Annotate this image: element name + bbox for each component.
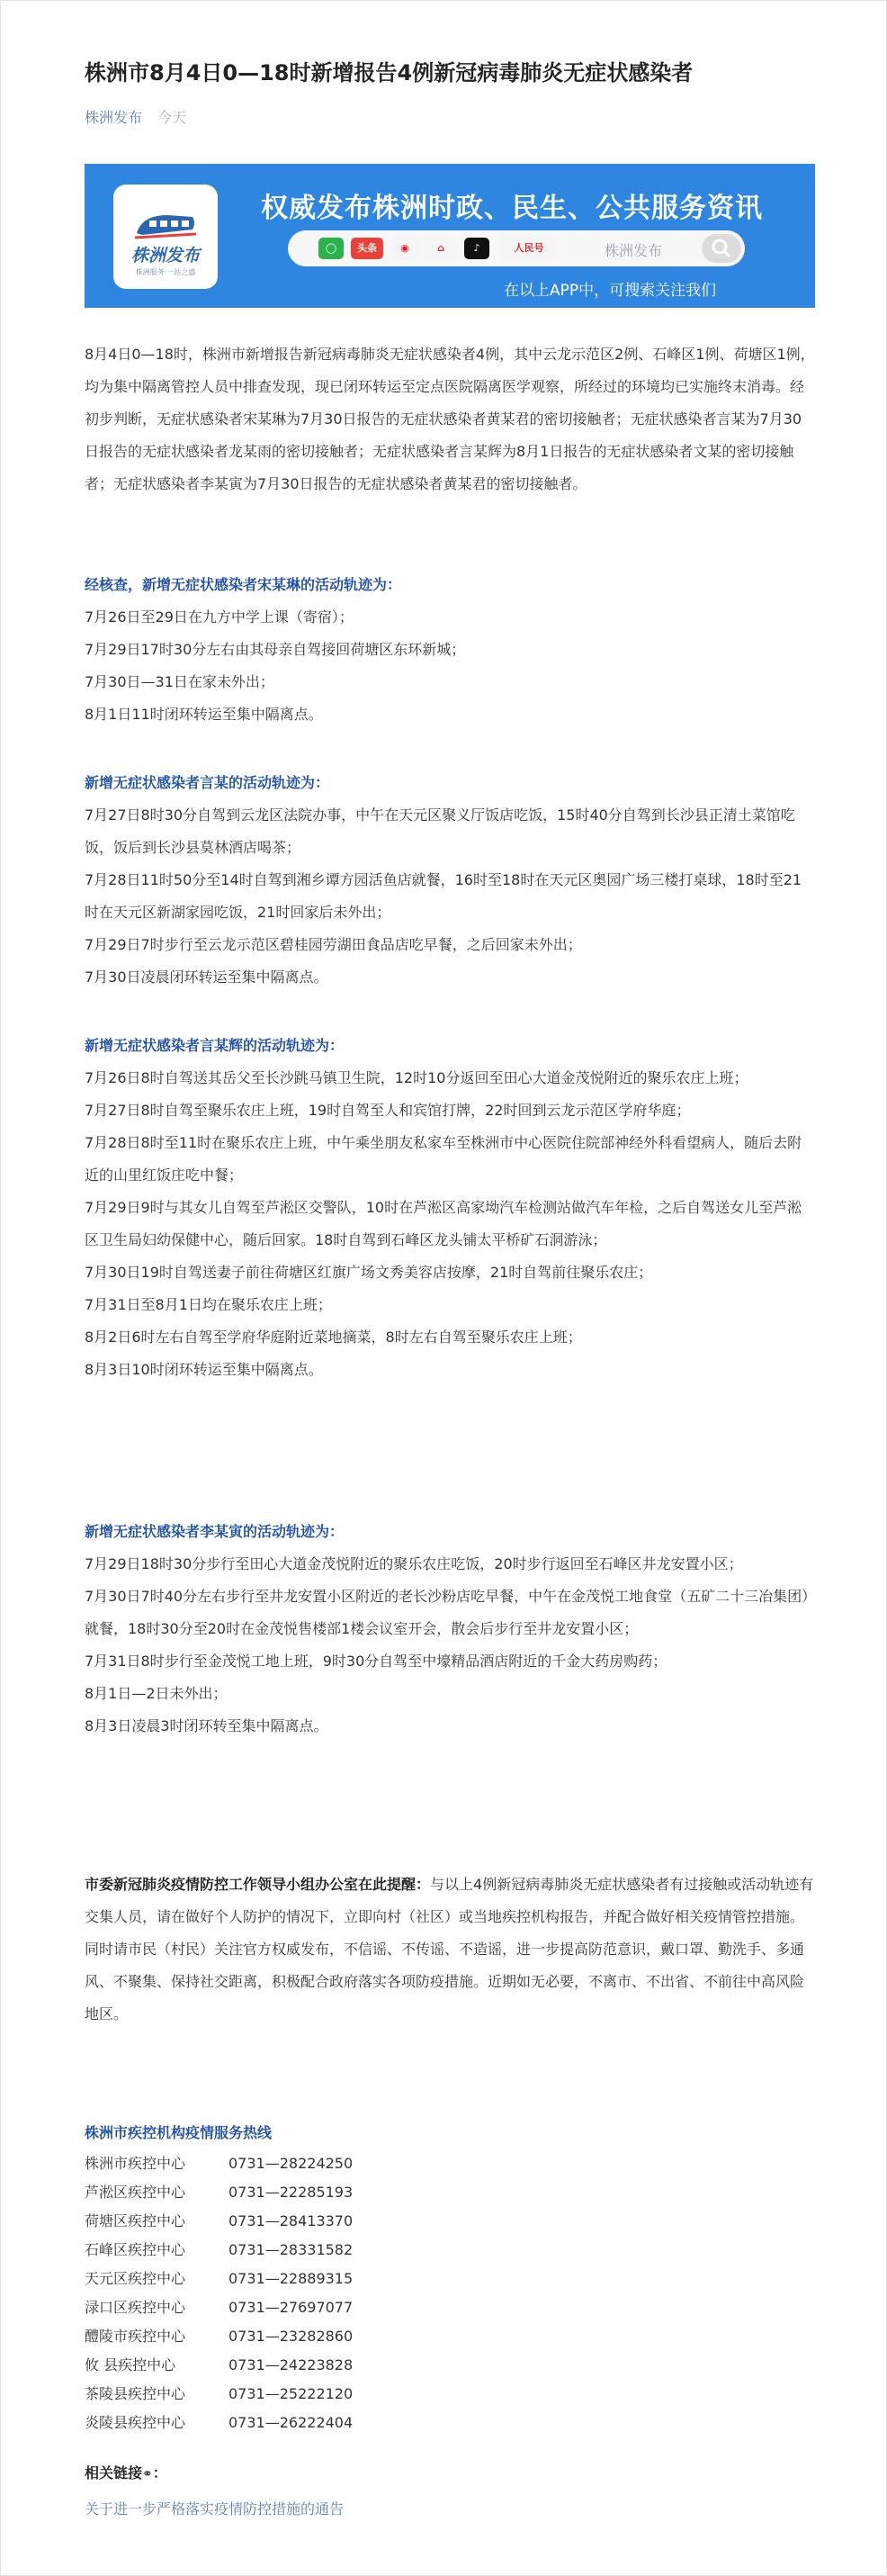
trajectory-item: 7月31日8时步行至金茂悦工地上班，9时30分自驾至中壕精品酒店附近的千金大药房购药； [85,1653,667,1670]
hotline-row [85,2265,815,2293]
trajectory-item: 7月31日至8月1日均在聚乐农庄上班； [85,1296,332,1313]
trajectory-item: 8月1日11时闭环转运至集中隔离点。 [85,706,323,723]
trajectory-item: 7月27日8时30分自驾到云龙区法院办事，中午在天元区聚义厅饭店吃饭，15时40分自驾到长沙县正清土菜馆吃饭，饭后到长沙县莫林酒店喝茶； [85,806,795,856]
trajectory-list [85,799,815,994]
hotline-name: 荷塘区疾控中心 [85,2212,186,2229]
hotline-heading: 株洲市疾控机构疫情服务热线 [85,2124,273,2141]
search-icon [702,234,741,263]
hotline-row [85,2380,815,2409]
section-heading: 新增无症状感染者言某的活动轨迹为： [85,774,330,791]
hotline-row [85,2409,815,2437]
trajectory-item: 8月1日—2日未外出； [85,1685,228,1702]
trajectory-item: 8月3日10时闭环转运至集中隔离点。 [85,1361,323,1378]
trajectory-item: 7月27日8时自驾至聚乐农庄上班，19时自驾至人和宾馆打牌，22时回到云龙示范区学府华庭； [85,1102,691,1119]
hotline-phone: 0731—24223828 [228,2356,354,2373]
hotline-name: 炎陵县疾控中心 [85,2414,186,2431]
hotline-name: 渌口区疾控中心 [85,2299,186,2316]
related-link[interactable]: 关于进一步严格落实疫情防控措施的通告 [85,2500,345,2517]
notice-body: 与以上4例新冠病毒肺炎无症状感染者有过接触或活动轨迹有交集人员，请在做好个人防护的情况下，立即向村（社区）或当地疾控机构报告，并配合做好相关疫情管控措施。同时请市民（村民）关注官方权威发布，不信谣、不传谣、不造谣，进一步提高防范意识，戴口罩、勤洗手、多通风、不聚集、保持社交距离，积极配合政府落实各项防疫措施。近期如无必要，不离市、不出省、不前往中高风险地区。 [85,1876,814,2022]
trajectory-list [85,601,815,731]
brand-logo [113,185,218,289]
article-date: 今天 [157,109,187,126]
douyin-icon: ♪ [464,238,489,259]
notice-lead: 市委新冠肺炎疫情防控工作领导小组办公室在此提醒： [85,1876,431,1893]
trajectory-item: 7月29日9时与其女儿自驾至芦淞区交警队，10时在芦淞区高家坳汽车检测站做汽车年检，之后自驾送女儿至芦淞区卫生局妇幼保健中心，随后回家。18时自驾到石峰区龙头铺太平桥矿石洞游泳； [85,1199,802,1248]
hotline-phone: 0731—25222120 [228,2385,354,2402]
hotline-name: 天元区疾控中心 [85,2270,186,2287]
trajectory-list [85,1062,815,1386]
train-logo-icon [133,210,198,240]
intro-paragraph: 8月4日0—18时，株洲市新增报告新冠病毒肺炎无症状感染者4例，其中云龙示范区2例、石峰区1例、荷塘区1例，均为集中隔离管控人员中排查发现，现已闭环转运至定点医院隔离医学观察，所经过的环境均已实施终末消毒。经初步判断，无症状感染者宋某琳为7月30日报告的无症状感染者黄某君的密切接触者；无症状感染者言某为7月30日报告的无症状感染者龙某雨的密切接触者；无症状感染者言某辉为8月1日报告的无症状感染者文某的密切接触者；无症状感染者李某寅为7月30日报告的无症状感染者黄某君的密切接触者。 [85,346,815,492]
article-source[interactable]: 株洲发布 [85,109,143,126]
section-heading: 新增无症状感染者李某寅的活动轨迹为： [85,1523,345,1540]
hotline-phone: 0731—28413370 [228,2212,354,2229]
hotline-phone: 0731—22285193 [228,2184,354,2201]
hotline-phone: 0731—22889315 [228,2270,354,2287]
trajectory-item: 7月30日7时40分左右步行至井龙安置小区附近的老长沙粉店吃早餐，中午在金茂悦工地食堂（五矿二十三冶集团）就餐，18时30分至20时在金茂悦售楼部1楼会议室开会，散会后步行至井龙安置小区； [85,1588,810,1637]
toutiao-icon: 头条 [351,238,383,259]
banner-hint: 在以上APP中，可搜索关注我们 [504,282,717,300]
hotline-phone: 0731—23282860 [228,2328,354,2345]
banner-slogan: 权威发布株洲时政、民生、公共服务资讯 [261,193,763,224]
related-links-heading: 相关链接⚭： [85,2464,167,2481]
trajectory-item: 8月3日凌晨3时闭环转至集中隔离点。 [85,1717,328,1734]
hotline-phone: 0731—28224250 [228,2155,354,2172]
hotline-name: 株洲市疾控中心 [85,2155,186,2172]
hotline-row [85,2322,815,2351]
trajectory-item: 8月2日6时左右自驾至学府华庭附近菜地摘菜，8时左右自驾至聚乐农庄上班； [85,1329,582,1346]
trajectory-list [85,1548,815,1743]
hotline-row [85,2293,815,2322]
hotline-phone: 0731—28331582 [228,2241,354,2258]
trajectory-item: 7月28日8时至11时在聚乐农庄上班，中午乘坐朋友私家车至株洲市中心医院住院部神经外科看望病人，随后去附近的山里红饭庄吃中餐； [85,1134,802,1184]
wechat-icon: ◯ [318,238,344,259]
banner-search-text: 株洲发布 [605,242,663,259]
trajectory-item: 7月26日至29日在九方中学上课（寄宿）； [85,608,354,626]
hotline-name: 醴陵市疾控中心 [85,2328,186,2345]
trajectory-item: 7月30日—31日在家未外出； [85,673,274,690]
hotline-row [85,2149,815,2178]
hotline-name: 石峰区疾控中心 [85,2241,186,2258]
hotline-row [85,2207,815,2236]
hotline-phone: 0731—26222404 [228,2414,354,2431]
trajectory-item: 7月26日8时自驾送其岳父至长沙跳马镇卫生院，12时10分返回至田心大道金茂悦附近的聚乐农庄上班； [85,1069,748,1086]
banner-search-bar [288,230,745,266]
renminhao-icon: 人民号 [500,238,558,259]
trajectory-item: 7月28日11时50分至14时自驾到湘乡谭方园活鱼店就餐，16时至18时在天元区奥园广场三楼打桌球，18时至21时在天元区新湖家园吃饭，21时回家后未外出； [85,871,802,921]
section-heading: 经核查，新增无症状感染者宋某琳的活动轨迹为： [85,576,402,593]
promo-banner[interactable] [85,164,815,308]
hotline-list [85,2149,815,2437]
hotline-name: 攸 县疾控中心 [85,2356,176,2373]
link-icon: ⚭ [142,2467,153,2481]
logo-text: 株洲发布 [130,246,200,266]
hotline-name: 芦淞区疾控中心 [85,2184,186,2201]
hotline-phone: 0731—27697077 [228,2299,354,2316]
article-title: 株洲市8月4日0—18时新增报告4例新冠病毒肺炎无症状感染者 [85,60,694,86]
hotline-row [85,2236,815,2265]
trajectory-item: 7月29日18时30分步行至田心大道金茂悦附近的聚乐农庄吃饭，20时步行返回至石峰区井龙安置小区； [85,1555,743,1572]
related-heading-text: 相关链接 [85,2464,143,2481]
trajectory-item: 7月30日凌晨闭环转运至集中隔离点。 [85,968,328,986]
prevention-notice [85,1869,815,2031]
xinhua-icon: ⌂ [425,238,457,259]
hotline-row [85,2351,815,2380]
logo-subtext: 株洲服务 一站之盛 [135,268,196,276]
trajectory-item: 7月30日19时自驾送妻子前往荷塘区红旗广场文秀美容店按摩，21时自驾前往聚乐农庄； [85,1264,653,1281]
hotline-row [85,2178,815,2207]
article-meta [85,108,186,128]
hotline-name: 茶陵县疾控中心 [85,2385,186,2402]
trajectory-item: 7月29日17时30分左右由其母亲自驾接回荷塘区东环新城； [85,641,466,658]
weibo-icon: ◉ [392,238,417,259]
trajectory-item: 7月29日7时步行至云龙示范区碧桂园劳湖田食品店吃早餐，之后回家未外出； [85,936,582,953]
section-heading: 新增无症状感染者言某辉的活动轨迹为： [85,1037,345,1054]
